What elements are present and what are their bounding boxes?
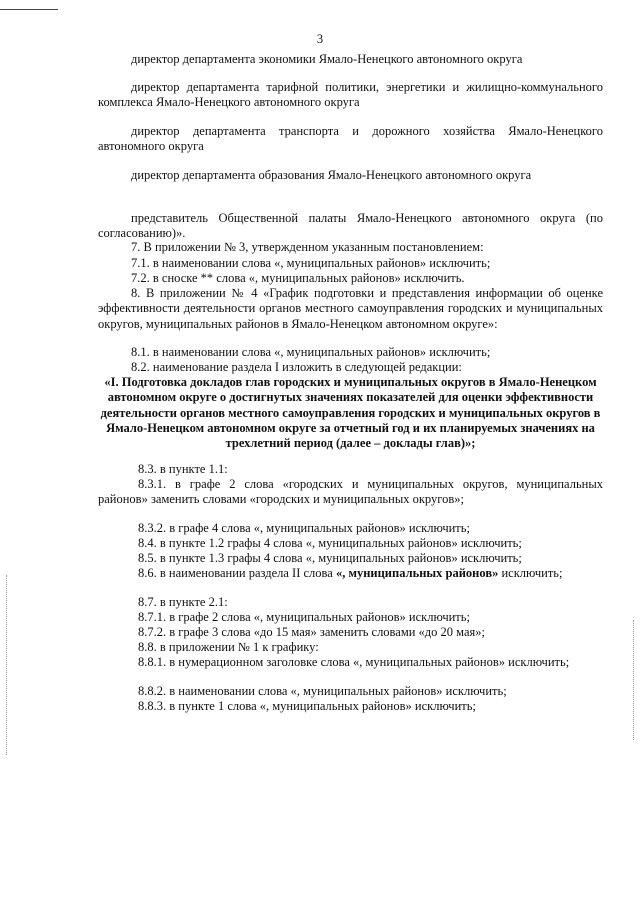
paragraph-16: 8.4. в пункте 1.2 графы 4 слова «, муниципальных районов» исключить;	[138, 536, 522, 550]
paragraph-7: 7.1. в наименовании слова «, муниципальных районов» исключить;	[131, 256, 491, 270]
paragraph-13: 8.3. в пункте 1.1:	[138, 462, 228, 476]
paragraph-3: директор департамента транспорта и дорожного хозяйства Ямало-Ненецкого автономного округа	[98, 124, 603, 154]
paragraph-4: директор департамента образования Ямало-Ненецкого автономного округа	[131, 168, 532, 182]
paragraph-10: 8.1. в наименовании слова «, муниципальных районов» исключить;	[131, 345, 491, 359]
paragraph-6: 7. В приложении № 3, утвержденном указанным постановлением:	[131, 240, 484, 254]
paragraph-24: 8.8.2. в наименовании слова «, муниципальных районов» исключить;	[138, 684, 507, 698]
paragraph-17: 8.5. в пункте 1.3 графы 4 слова «, муниципальных районов» исключить;	[138, 551, 522, 565]
top-rule	[0, 9, 58, 10]
page-number: 3	[316, 32, 324, 46]
paragraph-18	[98, 566, 603, 581]
paragraph-1: директор департамента экономики Ямало-Ненецкого автономного округа	[131, 52, 523, 66]
scan-edge-mark	[6, 575, 7, 755]
paragraph-18-text: 8.6. в наименовании раздела II слова «, муниципальных районов» исключить;	[138, 566, 563, 580]
paragraph-14: 8.3.1. в графе 2 слова «городских и муниципальных округов, муниципальных районов» заменить словами «городских и муниципальных округов»;	[98, 477, 603, 507]
paragraph-25: 8.8.3. в пункте 1 слова «, муниципальных районов» исключить;	[138, 699, 476, 713]
section-heading-quote: «I. Подготовка докладов глав городских и муниципальных округов в Ямало-Ненецком автономном округе о достигнутых значениях показателей для оценки эффективности деятельности органов местного самоуправления городских и муниципальных округов в Ямало-Ненецком автономном округе за отчетный год и их планируемых значениях на трехлетний период (далее – доклады глав)»;	[100, 375, 601, 451]
paragraph-15: 8.3.2. в графе 4 слова «, муниципальных районов» исключить;	[138, 521, 470, 535]
paragraph-5: представитель Общественной палаты Ямало-Ненецкого автономного округа (по согласованию)».	[98, 211, 603, 241]
scan-edge-mark	[633, 620, 634, 740]
paragraph-9: 8. В приложении № 4 «График подготовки и представления информации об оценке эффективности деятельности органов местного самоуправления городских и муниципальных округов, муниципальных районов в Ямало-Ненецком автономном округе»:	[98, 286, 603, 331]
paragraph-22: 8.8. в приложении № 1 к графику:	[138, 640, 319, 654]
paragraph-8: 7.2. в сноске ** слова «, муниципальных районов» исключить.	[131, 271, 465, 285]
paragraph-19: 8.7. в пункте 2.1:	[138, 595, 228, 609]
paragraph-11: 8.2. наименование раздела I изложить в следующей редакции:	[131, 360, 462, 374]
paragraph-20: 8.7.1. в графе 2 слова «, муниципальных районов» исключить;	[138, 610, 470, 624]
paragraph-23: 8.8.1. в нумерационном заголовке слова «, муниципальных районов» исключить;	[138, 655, 570, 669]
emphasized-phrase: «, муниципальных районов»	[335, 566, 499, 580]
paragraph-21: 8.7.2. в графе 3 слова «до 15 мая» заменить словами «до 20 мая»;	[138, 625, 486, 639]
paragraph-2: директор департамента тарифной политики, энергетики и жилищно-коммунального комплекса Ямало-Ненецкого автономного округа	[98, 80, 603, 110]
